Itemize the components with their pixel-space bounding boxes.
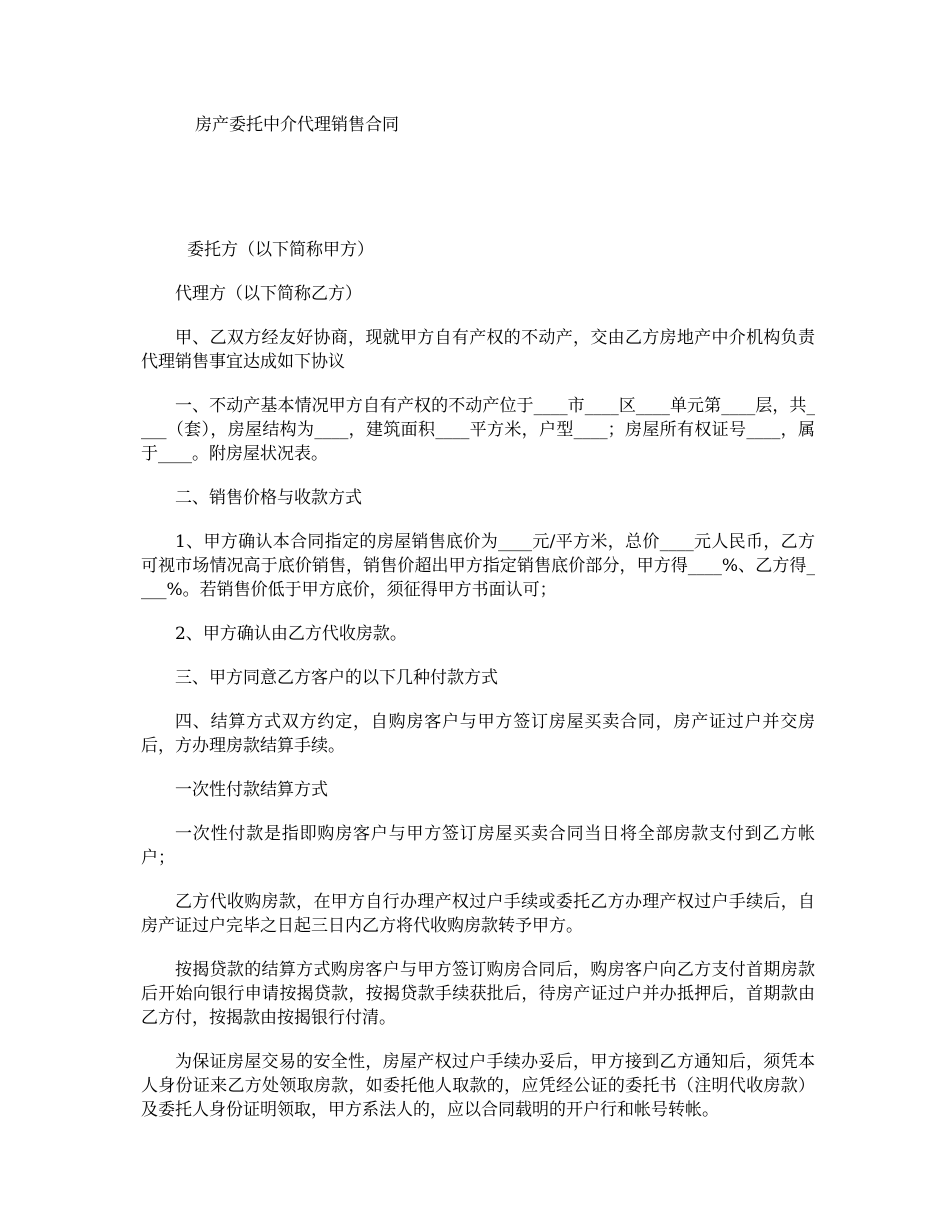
paragraph-price-heading: 二、销售价格与收款方式 — [175, 488, 362, 508]
paragraph-principal-party: 委托方（以下简称甲方） — [187, 240, 374, 260]
paragraph-lump-sum-transfer: 乙方代收购房款，在甲方自行办理产权过户手续或委托乙方办理产权过户手续后，自房产证过户完毕之日起三日内乙方将代收购房款转予甲方。 — [141, 892, 815, 936]
paragraph-lump-sum-heading: 一次性付款结算方式 — [175, 780, 328, 800]
paragraph-agent-party: 代理方（以下简称乙方） — [175, 284, 362, 304]
paragraph-payment-methods-heading: 三、甲方同意乙方客户的以下几种付款方式 — [175, 668, 498, 688]
paragraph-price-terms: 1、甲方确认本合同指定的房屋销售底价为____元/平方米，总价____元人民币，乙方可视市场情况高于底价销售，销售价超出甲方指定销售底价部分，甲方得____%、乙方得____%。若销售价低于甲方底价，须征得甲方书面认可； — [141, 532, 815, 600]
paragraph-property-info: 一、不动产基本情况甲方自有产权的不动产位于____市____区____单元第____层，共____（套），房屋结构为____，建筑面积____平方米，户型____；房屋所有权证号____，属于____。附房屋状况表。 — [141, 396, 815, 464]
paragraph-security-terms: 为保证房屋交易的安全性，房屋产权过户手续办妥后，甲方接到乙方通知后，须凭本人身份证来乙方处领取房款，如委托他人取款的，应凭经公证的委托书（注明代收房款）及委托人身份证明领取，甲方系法人的，应以合同载明的开户行和帐号转帐。 — [141, 1052, 815, 1120]
document-body — [141, 238, 815, 1142]
paragraph-agreement-intro: 甲、乙双方经友好协商，现就甲方自有产权的不动产，交由乙方房地产中介机构负责代理销售事宜达成如下协议 — [141, 328, 815, 372]
paragraph-settlement-terms: 四、结算方式双方约定，自购房客户与甲方签订房屋买卖合同，房产证过户并交房后，方办理房款结算手续。 — [141, 712, 815, 756]
paragraph-mortgage-settlement: 按揭贷款的结算方式购房客户与甲方签订购房合同后，购房客户向乙方支付首期房款后开始向银行申请按揭贷款，按揭贷款手续获批后，待房产证过户并办抵押后，首期款由乙方付，按揭款由按揭银行付清。 — [141, 960, 815, 1028]
document-title: 房产委托中介代理销售合同 — [195, 115, 399, 135]
paragraph-collection-terms: 2、甲方确认由乙方代收房款。 — [175, 624, 407, 644]
paragraph-lump-sum-definition: 一次性付款是指即购房客户与甲方签订房屋买卖合同当日将全部房款支付到乙方帐户； — [141, 824, 815, 868]
